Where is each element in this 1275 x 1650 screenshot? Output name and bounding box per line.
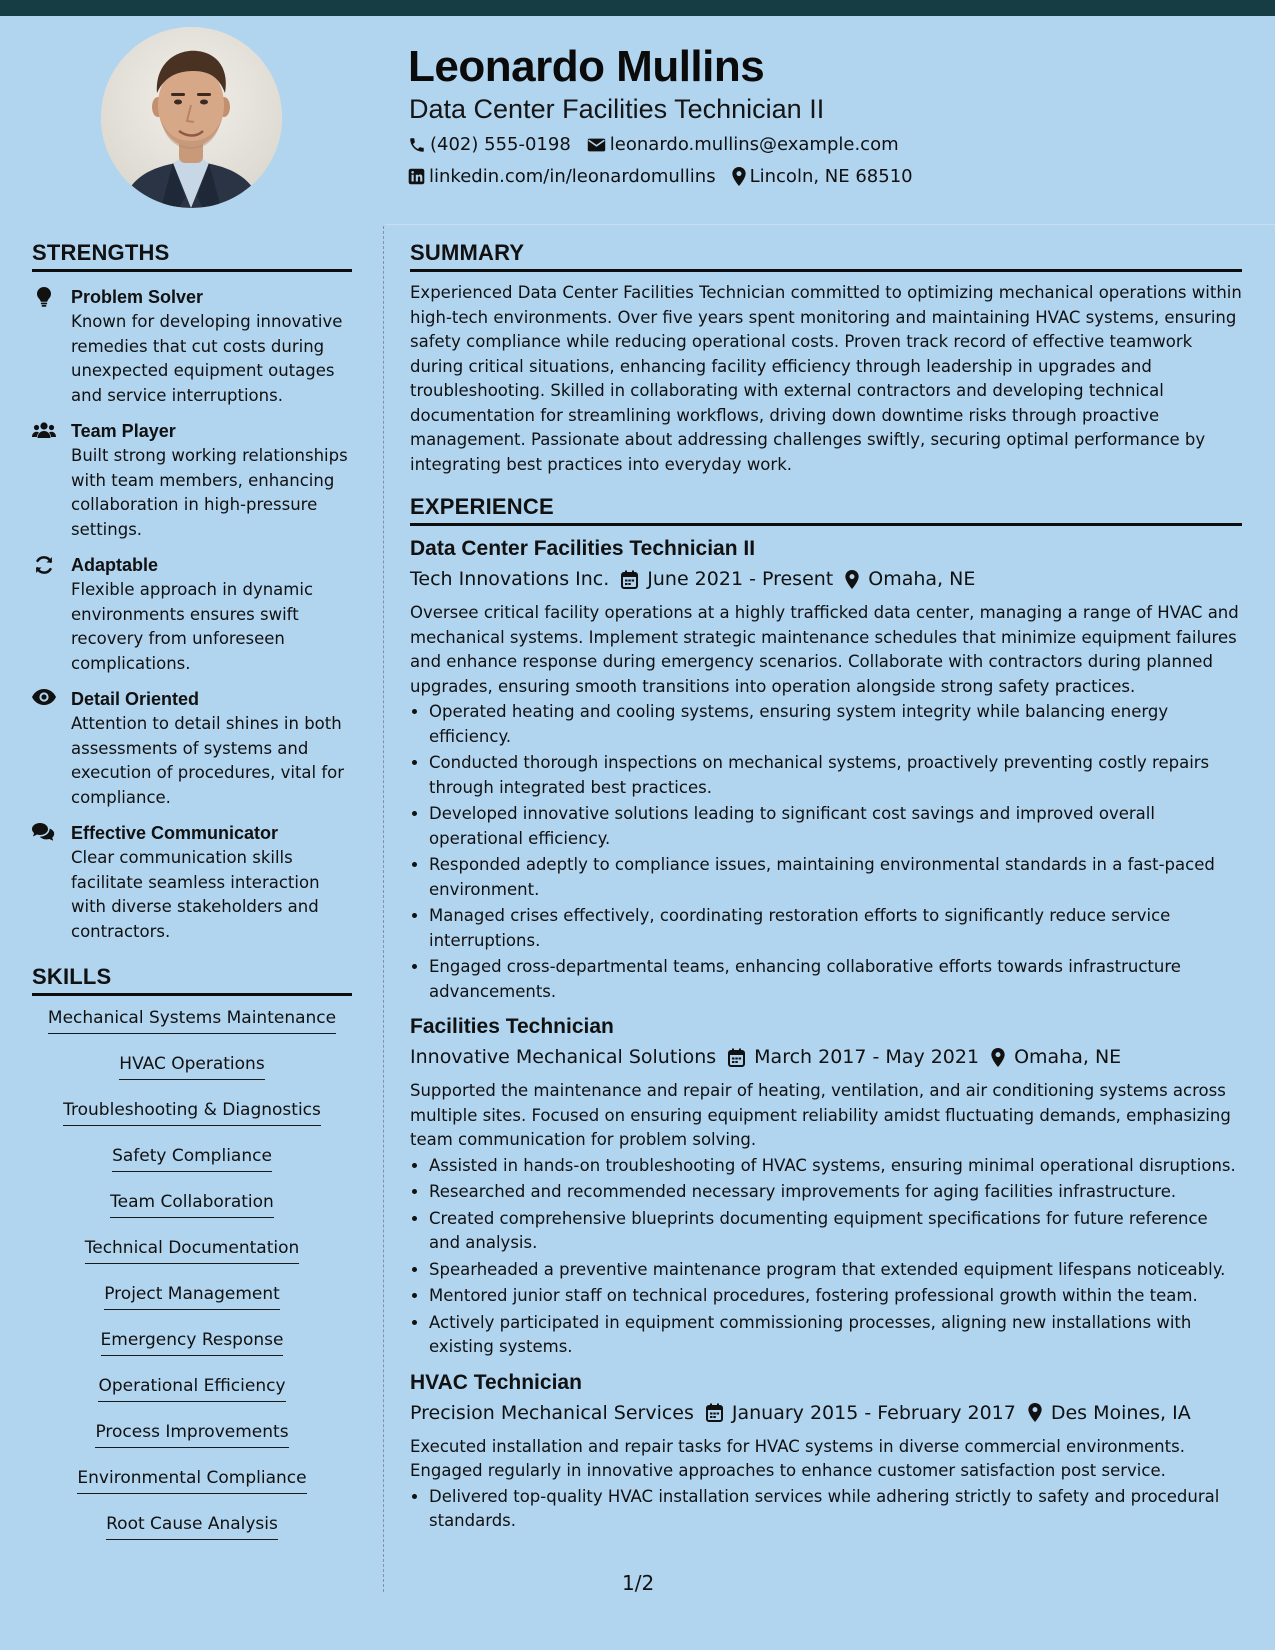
job-bullet: • Engaged cross-departmental teams, enhancing collaborative efforts towards infrastructure advancements. — [429, 955, 1242, 1004]
job-bullet: • Developed innovative solutions leading to significant cost savings and improved overall operational efficiency. — [429, 802, 1242, 851]
company-name: Tech Innovations Inc. — [410, 568, 610, 590]
strengths-list — [32, 285, 352, 944]
comments-icon — [32, 823, 56, 841]
strength-item — [32, 419, 352, 542]
skill-item: Team Collaboration — [110, 1191, 274, 1218]
strength-title: Adaptable — [71, 555, 159, 575]
sync-icon — [32, 555, 56, 575]
strength-description: Clear communication skills facilitate seamless interaction with diverse stakeholders and contractors. — [71, 848, 320, 941]
job-title: Data Center Facilities Technician II — [410, 537, 756, 560]
skill-item: Troubleshooting & Diagnostics — [63, 1099, 321, 1126]
strength-title: Problem Solver — [71, 287, 204, 307]
right-column — [410, 240, 1242, 1536]
skill-item: Process Improvements — [95, 1421, 288, 1448]
skill-item: Emergency Response — [101, 1329, 284, 1356]
column-divider — [383, 226, 384, 1592]
summary-text: Experienced Data Center Facilities Technician committed to optimizing mechanical operations within high-tech environments. Over five years spent monitoring and maintaining HVAC systems, ensuring safety compliance while reducing operational costs. Proven track record of effective teamwork during critical situations, enhancing facility efficiency through leadership in upgrades and troubleshooting. Skilled in collaborating with external contractors and developing technical documentation for streamlining workflows, driving down downtime risks through proactive management. Passionate about addressing challenges swiftly, securing optimal performance by integrating best practices into everyday work. — [410, 283, 1242, 474]
job-location: Omaha, NE — [1014, 1046, 1122, 1068]
strengths-heading: STRENGTHS — [32, 240, 352, 272]
strength-description: Built strong working relationships with team members, enhancing collaboration in high-pressure settings. — [71, 446, 348, 539]
users-icon — [32, 421, 56, 439]
header-divider — [385, 224, 1275, 225]
skill-item: Environmental Compliance — [77, 1467, 306, 1494]
eye-icon — [32, 689, 56, 705]
skill-item: Mechanical Systems Maintenance — [48, 1007, 336, 1034]
lightbulb-icon — [32, 287, 56, 307]
job-bullet: • Conducted thorough inspections on mechanical systems, proactively preventing costly repairs through integrated best practices. — [429, 751, 1242, 800]
location-text: Lincoln, NE 68510 — [749, 166, 913, 187]
candidate-name: Leonardo Mullins — [408, 42, 765, 91]
job-bullets — [410, 700, 1242, 1004]
job-entry — [410, 1013, 1242, 1360]
job-bullet: • Responded adeptly to compliance issues, maintaining environmental standards in a fast-paced environment. — [429, 853, 1242, 902]
linkedin-icon — [408, 168, 425, 185]
map-pin-icon — [845, 570, 859, 589]
skill-item: Safety Compliance — [112, 1145, 272, 1172]
skill-item: Project Management — [104, 1283, 280, 1310]
job-bullet: • Spearheaded a preventive maintenance program that extended equipment lifespans noticeably. — [429, 1258, 1242, 1283]
page-number: 1/2 — [622, 1571, 655, 1595]
skill-item: Technical Documentation — [85, 1237, 300, 1264]
skills-list — [32, 1007, 352, 1559]
linkedin-item[interactable] — [408, 166, 716, 187]
strength-item — [32, 687, 352, 810]
phone-text: (402) 555-0198 — [430, 134, 571, 155]
job-meta — [410, 1398, 1242, 1428]
strength-title: Team Player — [71, 421, 176, 441]
contact-row-2 — [408, 166, 929, 187]
job-location: Des Moines, IA — [1050, 1401, 1191, 1424]
calendar-icon — [728, 1048, 745, 1067]
job-entry — [410, 535, 1242, 1004]
skills-heading: SKILLS — [32, 964, 352, 996]
job-entry — [410, 1369, 1242, 1534]
job-bullet: • Created comprehensive blueprints documenting equipment specifications for future reference and analysis. — [429, 1207, 1242, 1256]
company-name: Precision Mechanical Services — [410, 1401, 694, 1424]
email-item[interactable] — [587, 134, 899, 155]
phone-item[interactable] — [408, 134, 571, 155]
left-column — [32, 240, 352, 1559]
email-text: leonardo.mullins@example.com — [609, 134, 899, 155]
map-pin-icon — [732, 167, 746, 186]
job-dates: June 2021 - Present — [647, 568, 834, 590]
strength-description: Flexible approach in dynamic environments ensures swift recovery from unforeseen complications. — [71, 580, 314, 673]
envelope-icon — [587, 137, 606, 153]
job-bullet: • Actively participated in equipment commissioning processes, aligning new installations with existing systems. — [429, 1311, 1242, 1360]
strength-title: Detail Oriented — [71, 689, 200, 709]
strength-description: Attention to detail shines in both assessments of systems and execution of procedures, vital for compliance. — [71, 714, 345, 807]
strength-item — [32, 285, 352, 408]
strength-item — [32, 821, 352, 944]
job-meta — [410, 564, 1242, 594]
strength-item — [32, 553, 352, 676]
job-location: Omaha, NE — [868, 568, 976, 590]
job-bullet: • Mentored junior staff on technical procedures, fostering professional growth within the team. — [429, 1284, 1242, 1309]
job-bullet: • Operated heating and cooling systems, ensuring system integrity while balancing energy efficiency. — [429, 700, 1242, 749]
job-bullet: • Researched and recommended necessary improvements for aging facilities infrastructure. — [429, 1180, 1242, 1205]
summary-heading: SUMMARY — [410, 240, 1242, 272]
job-bullets — [410, 1154, 1242, 1360]
job-bullet: • Delivered top-quality HVAC installation services while adhering strictly to safety and procedural standards. — [429, 1485, 1242, 1534]
strength-title: Effective Communicator — [71, 823, 279, 843]
company-name: Innovative Mechanical Solutions — [410, 1046, 717, 1068]
profile-photo — [101, 27, 282, 208]
map-pin-icon — [1028, 1403, 1042, 1422]
map-pin-icon — [991, 1048, 1005, 1067]
contact-row-1 — [408, 134, 915, 155]
job-bullet: • Assisted in hands-on troubleshooting of HVAC systems, ensuring minimal operational disruptions. — [429, 1154, 1242, 1179]
skill-item: HVAC Operations — [119, 1053, 264, 1080]
phone-icon — [408, 136, 426, 154]
job-title: HVAC Technician — [410, 1370, 582, 1394]
job-bullets — [410, 1485, 1242, 1534]
linkedin-text: linkedin.com/in/leonardomullins — [429, 166, 716, 187]
job-dates: March 2017 - May 2021 — [754, 1046, 980, 1068]
job-title: Facilities Technician — [410, 1015, 614, 1038]
job-meta — [410, 1042, 1242, 1072]
top-accent-bar — [0, 0, 1275, 16]
calendar-icon — [621, 570, 638, 589]
job-description: Oversee critical facility operations at a highly trafficked data center, managing a range of HVAC and mechanical systems. Implement strategic maintenance schedules that minimize equipment failures and enhance response during emergency scenarios. Collaborate with contractors during planned upgrades, ensuring smooth transitions into operation alongside strong safety practices. — [410, 603, 1239, 696]
candidate-title: Data Center Facilities Technician II — [409, 94, 825, 124]
skill-item: Operational Efficiency — [98, 1375, 285, 1402]
job-bullet: • Managed crises effectively, coordinating restoration efforts to significantly reduce service interruptions. — [429, 904, 1242, 953]
strength-description: Known for developing innovative remedies that cut costs during unexpected equipment outages and service interruptions. — [71, 312, 343, 405]
location-item — [732, 166, 913, 187]
job-description: Executed installation and repair tasks for HVAC systems in diverse commercial environments. Engaged regularly in innovative approaches to enhance customer satisfaction post service. — [410, 1436, 1185, 1480]
job-dates: January 2015 - February 2017 — [731, 1401, 1016, 1424]
experience-heading: EXPERIENCE — [410, 494, 1242, 526]
job-description: Supported the maintenance and repair of heating, ventilation, and air conditioning systems across multiple sites. Focused on ensuring equipment reliability amidst fluctuating demands, emphasizing team communication for problem solving. — [410, 1081, 1231, 1149]
skill-item: Root Cause Analysis — [106, 1513, 278, 1540]
calendar-icon — [706, 1403, 723, 1422]
